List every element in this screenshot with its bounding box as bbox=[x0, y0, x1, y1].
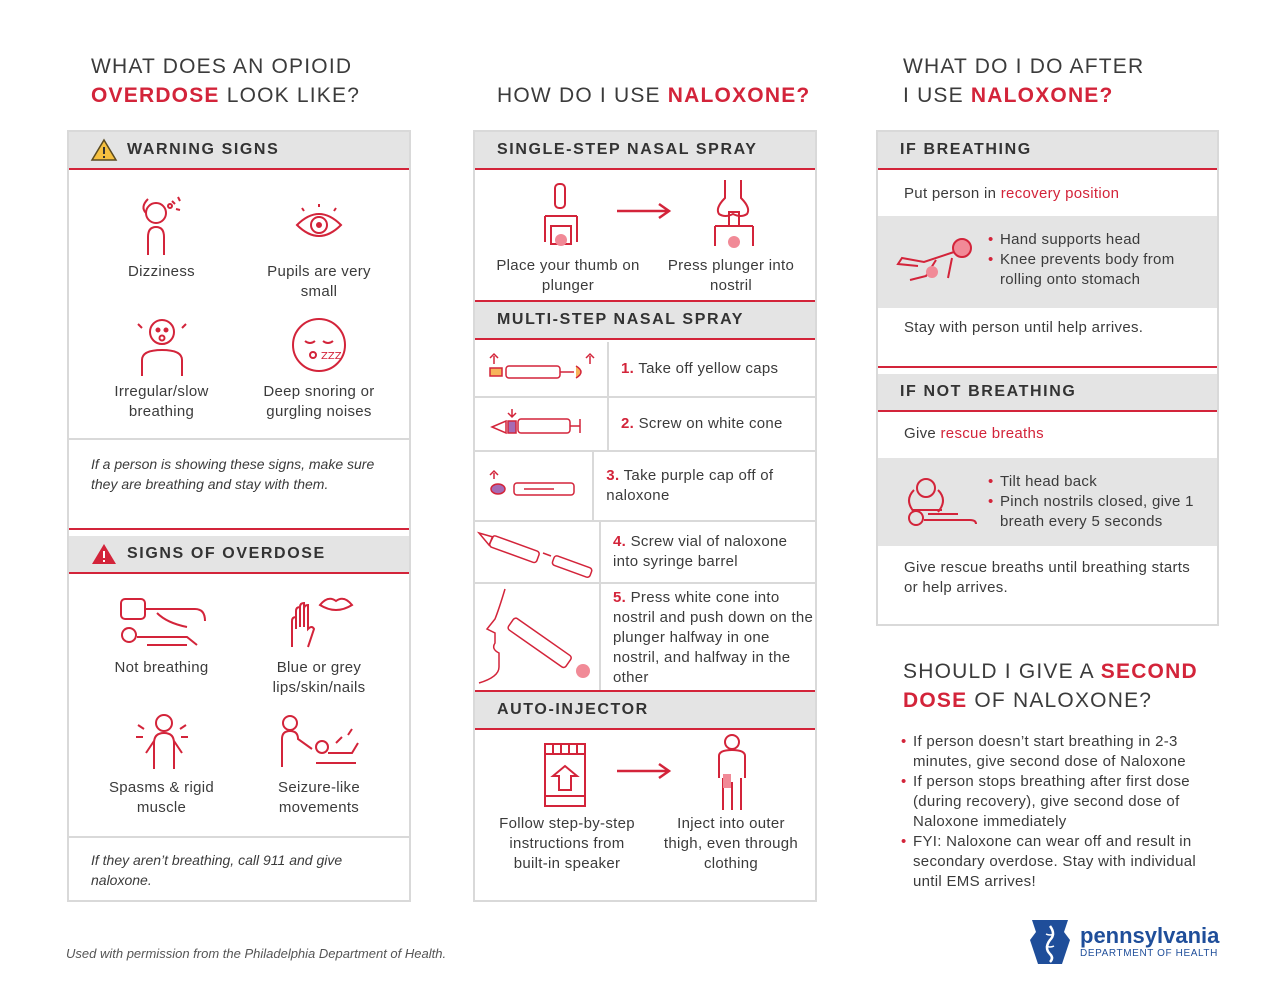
spasm-person-icon bbox=[122, 708, 202, 774]
warning-signs-header: WARNING SIGNS bbox=[69, 132, 409, 170]
col2-title-red: NALOXONE? bbox=[667, 84, 811, 107]
breathing-grey-box bbox=[878, 216, 1217, 308]
seizure-person-icon bbox=[279, 708, 359, 774]
unconscious-person-icon bbox=[122, 588, 202, 654]
multi-step-4: 4. Screw vial of naloxone into syringe barrel bbox=[475, 520, 815, 582]
vial-cap-icon bbox=[475, 452, 594, 520]
credit-text: Used with permission from the Philadelphia Department of Health. bbox=[66, 946, 447, 961]
danger-triangle-icon bbox=[91, 543, 117, 565]
nasal-spray-icon bbox=[541, 182, 581, 251]
overdose-seizure: Seizure-like movements bbox=[249, 708, 389, 818]
naloxone-panel bbox=[473, 130, 817, 902]
arrow-right-icon-2 bbox=[615, 762, 673, 785]
multi-step-2: 2. Screw on white cone bbox=[475, 396, 815, 450]
overdose-blue-lips: Blue or grey lips/skin/nails bbox=[254, 588, 384, 698]
warning-triangle-icon bbox=[91, 139, 117, 161]
signs-panel bbox=[67, 130, 411, 902]
not-breathing-footer: Give rescue breaths until breathing starts or help arrives. bbox=[904, 559, 1191, 596]
single-cap-2: Press plunger into nostril bbox=[667, 257, 795, 294]
second-dose-bullets: • If person doesn’t start breathing in 2-3 minutes, give second dose of Naloxone • If person stops breathing after first dose (during recovery), give second dose of Naloxone immediately • FYI: Naloxone can wear off and result in secondary overdose. Stay with individual until EMS arrives! bbox=[901, 732, 1201, 892]
overdose-header: SIGNS OF OVERDOSE bbox=[69, 536, 409, 574]
lips-hand-icon bbox=[279, 588, 359, 654]
col2-title: HOW DO I USE NALOXONE? bbox=[497, 84, 811, 107]
sign-snoring: ZZZ Deep snoring or gurgling noises bbox=[249, 312, 389, 422]
overdose-spasms: Spasms & rigid muscle bbox=[99, 708, 224, 818]
eye-icon bbox=[279, 192, 359, 258]
vial-syringe-icon bbox=[475, 522, 601, 582]
face-nasal-syringe-icon bbox=[475, 584, 601, 690]
if-not-breathing-header: IF NOT BREATHING bbox=[878, 374, 1217, 412]
not-breathing-lead: Give rescue breaths bbox=[904, 425, 1044, 442]
logo-subtitle: DEPARTMENT OF HEALTH bbox=[1080, 948, 1218, 959]
recovery-position-link[interactable]: recovery position bbox=[1000, 185, 1120, 202]
multi-step-5: 5. Press white cone into nostril and push down on the plunger halfway in one nostril, and halfway in the other bbox=[475, 582, 815, 690]
dizziness-icon bbox=[122, 192, 202, 258]
keystone-icon bbox=[1026, 918, 1074, 966]
single-cap-1: Place your thumb on plunger bbox=[496, 257, 640, 294]
warning-note: If a person is showing these signs, make sure they are breathing and stay with them. bbox=[91, 456, 375, 492]
after-panel bbox=[876, 130, 1219, 626]
breathing-lead: Put person in recovery position bbox=[904, 185, 1120, 202]
thigh-person-icon bbox=[715, 734, 749, 817]
sign-dizziness: Dizziness bbox=[109, 192, 214, 282]
multi-step-header: MULTI-STEP NASAL SPRAY bbox=[475, 302, 815, 340]
overdose-note: If they aren’t breathing, call 911 and give naloxone. bbox=[91, 852, 343, 888]
breathing-person-icon bbox=[122, 312, 202, 378]
col3-title-red: NALOXONE? bbox=[970, 84, 1114, 107]
sign-breathing: Irregular/slow breathing bbox=[99, 312, 224, 422]
breathing-footer: Stay with person until help arrives. bbox=[904, 319, 1144, 336]
overdose-not-breathing: Not breathing bbox=[99, 588, 224, 678]
auto-cap-1: Follow step-by-step instructions from built-in speaker bbox=[499, 815, 635, 872]
multi-step-1: 1. Take off yellow caps bbox=[475, 342, 815, 396]
breathing-bullets: • Hand supports head • Knee prevents body from rolling onto stomach bbox=[988, 230, 1208, 290]
auto-cap-2: Inject into outer thigh, even through clothing bbox=[663, 815, 799, 872]
not-breathing-grey-box bbox=[878, 458, 1217, 546]
rescue-breaths-link[interactable]: rescue breaths bbox=[940, 425, 1044, 442]
auto-injector-icon bbox=[543, 742, 587, 813]
if-breathing-header: IF BREATHING bbox=[878, 132, 1217, 170]
svg-text:ZZZ: ZZZ bbox=[321, 351, 342, 362]
auto-injector-header: AUTO-INJECTOR bbox=[475, 692, 815, 730]
nose-spray-icon bbox=[707, 178, 763, 253]
single-step-header: SINGLE-STEP NASAL SPRAY bbox=[475, 132, 815, 170]
arrow-right-icon bbox=[615, 202, 673, 225]
snoring-face-icon bbox=[279, 312, 359, 378]
logo-name: pennsylvania bbox=[1080, 923, 1220, 948]
multi-step-3: 3. Take purple cap off of naloxone bbox=[475, 450, 815, 520]
col1-title: WHAT DOES AN OPIOID OVERDOSE LOOK LIKE? bbox=[91, 55, 361, 107]
recovery-position-icon bbox=[896, 236, 980, 291]
sign-pupils: Pupils are very small bbox=[265, 192, 373, 302]
syringe-caps-icon bbox=[475, 342, 609, 396]
rescue-breath-icon bbox=[898, 476, 980, 533]
not-breathing-bullets: • Tilt head back • Pinch nostrils closed, give 1 breath every 5 seconds bbox=[988, 472, 1208, 532]
col1-title-red: OVERDOSE bbox=[91, 84, 220, 107]
second-dose-title: SHOULD I GIVE A SECOND DOSE OF NALOXONE? bbox=[903, 660, 1198, 712]
col3-title: WHAT DO I DO AFTER I USE NALOXONE? bbox=[903, 55, 1145, 107]
syringe-cone-icon bbox=[475, 398, 609, 450]
pa-health-logo bbox=[1026, 918, 1219, 966]
